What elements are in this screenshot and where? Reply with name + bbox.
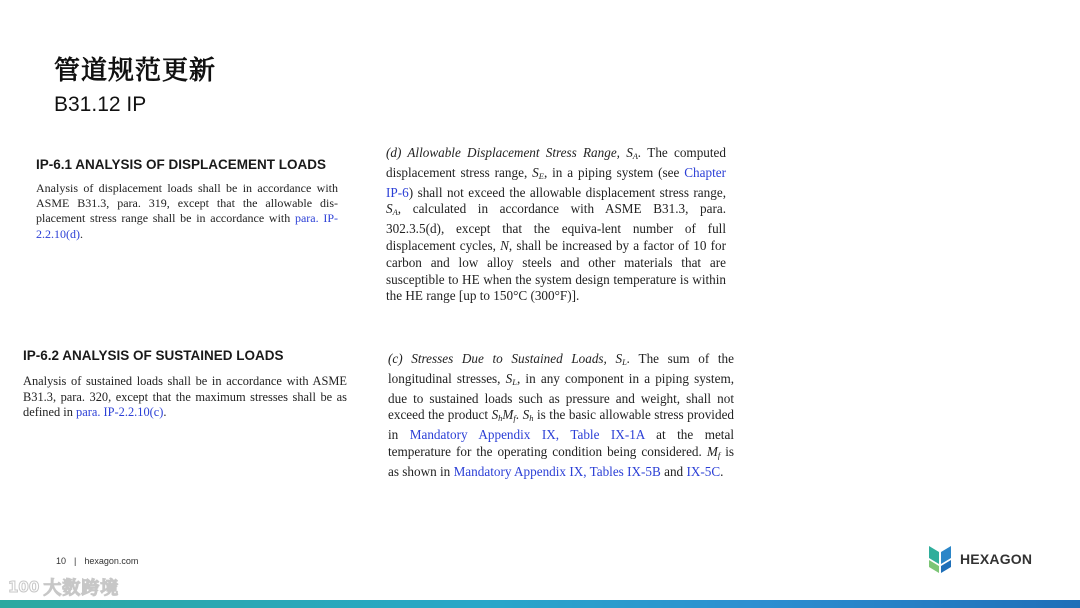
para-c-t4: is the basic allowable stress provided in: [388, 407, 735, 443]
para-c-mf-sub: f: [513, 413, 516, 424]
footer-separator: |: [74, 556, 77, 566]
para-c-t3: .: [515, 407, 523, 423]
ip61-body-end: .: [80, 226, 83, 241]
para-c-mf2-sub: f: [717, 449, 721, 460]
para-d-lead-sub: A: [632, 151, 638, 161]
watermark-logo-icon: 100: [8, 578, 40, 596]
para-c-t2: , in any component in a piping system, due to sustained loads such as pressure and weight, shall not exceed the product: [388, 370, 734, 423]
para-c-mf2: M: [706, 443, 718, 459]
watermark-text: 大数跨境: [43, 578, 120, 599]
para-c-mf: M: [502, 407, 514, 423]
para-d-t5: , shall be increased by a factor of 10 for carbon and low alloy steels and other materials that are susceptible to HE when the system design temperature is within the HE range [up to 150°C (300°F)].: [386, 237, 727, 304]
ip62-body-end: .: [163, 405, 167, 420]
ip62-body-text: Analysis of sustained loads shall be in accordance with ASME B31.3, para. 320, except that the maximum stresses shall be as defined in: [23, 374, 347, 420]
para-d-lead-text: (d) Allowable Displacement Stress Range, S: [386, 145, 633, 160]
para-c-lead-end: .: [626, 351, 631, 366]
para-d-t1: The computed displacement stress range,: [386, 145, 726, 180]
slide-subtitle: B31.12 IP: [54, 93, 147, 116]
ip61-body: [36, 181, 338, 242]
ip61-body-text: Analysis of displacement loads shall be in accordance with ASME B31.3, para. 319, except that the allowable dis-placement stress range shall be in accordance with: [36, 181, 338, 226]
para-d-n: N: [500, 237, 509, 253]
ip61-link[interactable]: para. IP-2.2.10(d): [36, 211, 338, 241]
footer: [56, 556, 138, 566]
para-c-sh2-sub: h: [529, 413, 534, 424]
para-c-t6: is as shown in: [388, 443, 735, 479]
para-c: [388, 351, 734, 481]
hexagon-logo-icon: [926, 544, 954, 574]
ip62-link[interactable]: para. IP-2.2.10(c): [76, 405, 164, 420]
slide-title: 管道规范更新: [54, 56, 217, 86]
para-d: [386, 145, 726, 305]
para-c-sh-sub: h: [498, 413, 503, 424]
table-ix-1a-link[interactable]: Mandatory Appendix IX, Table IX-1A: [409, 427, 645, 443]
para-c-sh: S: [491, 407, 499, 423]
para-d-t3: ) shall not exceed the allowable displacement stress range,: [408, 184, 726, 200]
para-c-sl: S: [505, 370, 513, 386]
tables-ix-5b-link[interactable]: Mandatory Appendix IX, Tables IX-5B: [453, 463, 661, 479]
para-d-t4: , calculated in accordance with ASME B31.3, para. 302.3.5(d), except that the equiva-lent number of full displacement cycles,: [386, 201, 726, 253]
para-c-lead-text: (c) Stresses Due to Sustained Loads, S: [388, 351, 623, 366]
footer-site[interactable]: hexagon.com: [84, 556, 139, 566]
watermark: [8, 574, 119, 600]
ip61-heading: IP-6.1 ANALYSIS OF DISPLACEMENT LOADS: [36, 157, 327, 172]
chapter-ip6-link[interactable]: Chapter IP-6: [386, 164, 726, 200]
ip62-heading: IP-6.2 ANALYSIS OF SUSTAINED LOADS: [23, 348, 284, 363]
para-d-sa-sub: A: [392, 207, 398, 218]
para-d-t2: , in a piping system (see: [543, 164, 685, 180]
para-c-lead-sub: L: [622, 357, 627, 367]
hexagon-logo: [926, 544, 1032, 574]
para-c-t7: .: [720, 463, 724, 479]
para-c-and: and: [660, 463, 687, 479]
para-c-sh2: S: [522, 407, 530, 423]
para-c-t1: The sum of the longitudinal stresses,: [388, 351, 734, 386]
para-d-lead: [386, 145, 641, 160]
para-c-sl-sub: L: [512, 376, 517, 387]
bottom-accent-bar: [0, 600, 1080, 608]
para-d-lead-end: .: [638, 145, 642, 160]
ip62-body: [23, 374, 347, 421]
hexagon-logo-word: HEXAGON: [960, 551, 1033, 567]
table-ix-5c-link[interactable]: IX-5C: [686, 463, 721, 479]
page-number: 10: [56, 556, 67, 566]
para-d-se-sub: E: [538, 170, 544, 181]
para-c-lead: [388, 351, 630, 366]
para-d-se: S: [532, 164, 539, 180]
para-c-t5: at the metal temperature for the operating condition being considered.: [388, 427, 734, 459]
para-d-sa: S: [386, 201, 393, 217]
